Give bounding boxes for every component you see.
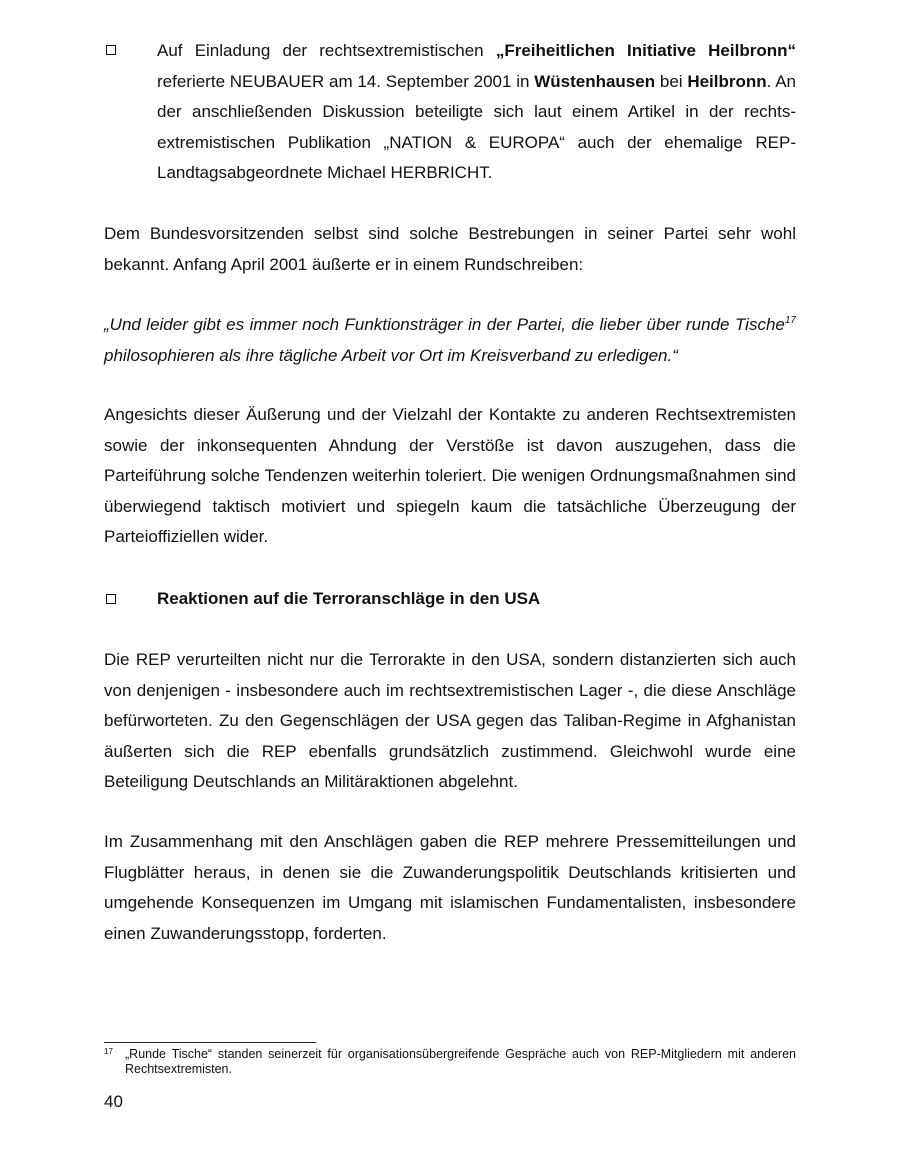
footnote-separator: [104, 1042, 316, 1043]
section-heading: Reaktionen auf die Terroranschläge in den USA: [157, 589, 541, 608]
quote-rundschreiben: [104, 310, 796, 371]
footnote-reference: 17: [784, 315, 796, 326]
paragraph-anschlaege: Im Zusammenhang mit den Anschlägen gaben die REP mehrere Pressemitteilungen und Flugblätter heraus, in denen sie die Zuwanderungspolitik Deutschlands kritisierten und umgehende Konsequenzen im Umgang mit islamischen Fundamentalisten, insbesondere einen Zuwanderungsstopp, forderten.: [104, 832, 796, 943]
bold-place: Heilbronn: [687, 71, 767, 91]
footnote-text: „Runde Tische“ standen seinerzeit für organisationsübergreifende Gespräche auch von REP-Mitgliedern mit anderen Rechtsextremisten.: [125, 1047, 796, 1076]
bold-organization: „Freiheitlichen Initiative Heilbronn“: [495, 41, 796, 60]
paragraph-terrorakte: Die REP verurteilten nicht nur die Terrorakte in den USA, sondern distanzierten sich auch von denjenigen - insbesondere auch im rechtsextremistischen Lager -, die diese Anschläge befürworteten. Zu den Gegenschlägen der USA gegen das Taliban-Regime in Afghanistan äußerten sich die REP ebenfalls grundsätzlich zustimmend. Gleichwohl wurde eine Beteiligung Deutschlands an Militäraktionen abgelehnt.: [104, 650, 796, 791]
footnote: [104, 1047, 796, 1077]
page-number: 40: [104, 1092, 123, 1111]
text-run: bei: [655, 71, 688, 91]
checkbox-bullet-icon: [106, 45, 116, 55]
text-run: . An der anschließenden Diskussion beteiligte sich laut einem Artikel in der rechtsextremistischen Publikation „NATION & EUROPA“ auch der ehemalige REP-Landtagsabgeordnete Michael HERBRICHT.: [157, 71, 796, 182]
checkbox-bullet-icon: [106, 594, 116, 604]
text-run: referierte NEUBAUER am 14. September 2001 in: [157, 71, 535, 91]
footnote-number: 17: [104, 1047, 113, 1056]
quote-text: philosophieren als ihre tägliche Arbeit vor Ort im Kreisverband zu erledigen.“: [104, 345, 678, 365]
bold-place: Wüstenhausen: [534, 71, 656, 91]
paragraph-bundesvorsitzender: Dem Bundesvorsitzenden selbst sind solche Bestrebungen in seiner Partei sehr wohl bekannt. Anfang April 2001 äußerte er in einem Rundschreiben:: [104, 224, 796, 274]
bullet-text: [157, 36, 796, 189]
text-run: Auf Einladung der rechtsextremistischen: [157, 41, 496, 60]
paragraph-angesichts: Angesichts dieser Äußerung und der Vielzahl der Kontakte zu anderen Rechtsextremisten sowie der inkonsequenten Ahndung der Verstöße ist davon auszugehen, dass die Parteiführung solche Tendenzen weiterhin toleriert. Die wenigen Ordnungsmaßnahmen sind überwiegend taktisch motiviert und spiegeln kaum die tatsächliche Überzeugung der Parteioffiziellen wider.: [104, 405, 796, 546]
quote-text: „Und leider gibt es immer noch Funktionsträger in der Partei, die lieber über runde Tische: [104, 315, 785, 334]
